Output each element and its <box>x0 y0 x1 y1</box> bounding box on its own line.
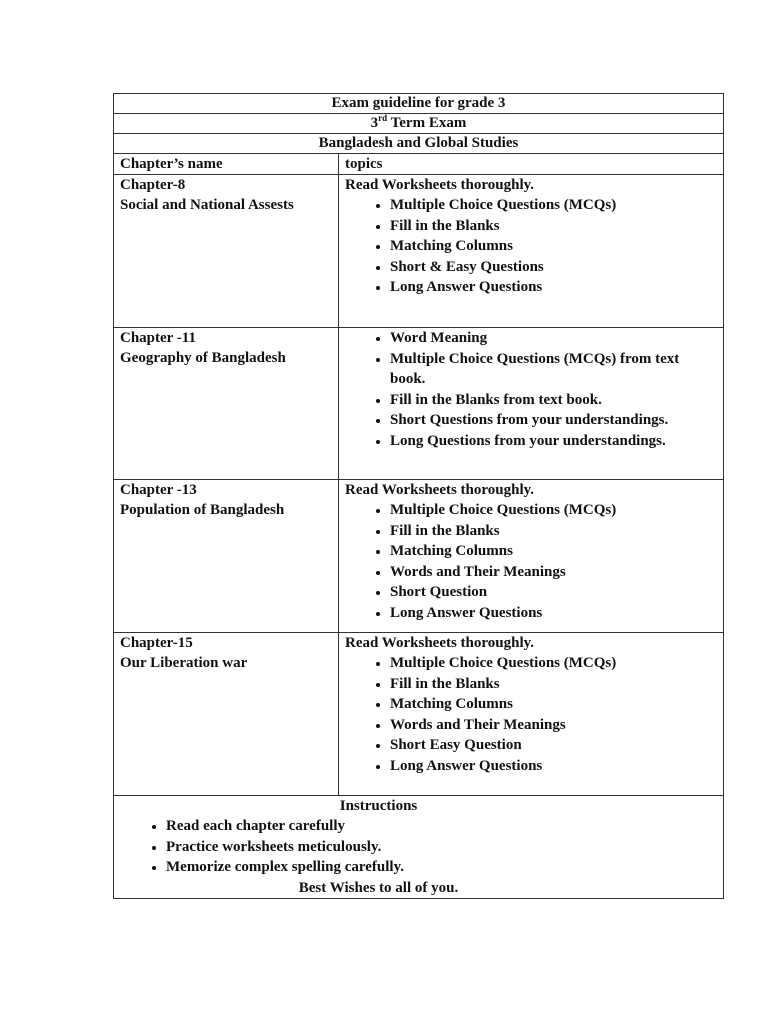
closing-wishes: Best Wishes to all of you. <box>298 879 459 896</box>
topic-item: • Word Meaning <box>390 328 717 349</box>
topic-item: • Words and Their Meanings <box>390 715 717 736</box>
term-ordinal-suffix: rd <box>378 113 388 123</box>
topics-cell <box>339 480 724 633</box>
topics-list <box>345 328 717 451</box>
title-row <box>114 94 724 114</box>
topics-list <box>345 500 717 623</box>
topic-item: • Multiple Choice Questions (MCQs) <box>390 653 717 674</box>
chapter-title: Social and National Assests <box>120 197 294 213</box>
instruction-item: • Read each chapter carefully <box>166 816 723 837</box>
topic-item: • Short & Easy Questions <box>390 257 717 278</box>
topic-item: • Multiple Choice Questions (MCQs) <box>390 500 717 521</box>
chapter-cell <box>114 175 339 328</box>
chapter-row <box>114 633 724 796</box>
chapter-title: Geography of Bangladesh <box>120 350 286 366</box>
chapter-row <box>114 175 724 328</box>
chapter-number: Chapter -11 <box>120 330 196 346</box>
instructions-cell <box>114 796 724 899</box>
topic-item: • Long Answer Questions <box>390 603 717 624</box>
chapter-title: Population of Bangladesh <box>120 502 285 518</box>
term-row <box>114 114 724 134</box>
exam-guideline-table <box>113 93 724 899</box>
chapter-cell <box>114 633 339 796</box>
topics-cell <box>339 633 724 796</box>
instructions-list <box>114 816 723 878</box>
topic-item: • Short Question <box>390 582 717 603</box>
instruction-item: • Memorize complex spelling carefully. <box>166 857 723 878</box>
chapter-row <box>114 328 724 480</box>
topics-list <box>345 195 717 298</box>
topic-item: • Fill in the Blanks <box>390 216 717 237</box>
topics-intro: Read Worksheets thoroughly. <box>345 635 535 651</box>
term-heading <box>114 114 724 134</box>
chapter-cell <box>114 480 339 633</box>
topic-item: • Multiple Choice Questions (MCQs) from text book. <box>390 349 717 390</box>
topics-column-header: topics <box>339 154 724 175</box>
chapter-number: Chapter -13 <box>120 482 197 498</box>
instruction-item: • Practice worksheets meticulously. <box>166 837 723 858</box>
instructions-row <box>114 796 724 899</box>
topics-intro: Read Worksheets thoroughly. <box>345 177 535 193</box>
chapter-cell <box>114 328 339 480</box>
chapter-title: Our Liberation war <box>120 655 248 671</box>
topic-item: • Matching Columns <box>390 541 717 562</box>
chapter-row <box>114 480 724 633</box>
topics-cell <box>339 175 724 328</box>
term-number: 3 <box>370 115 379 131</box>
chapter-number: Chapter-8 <box>120 177 186 193</box>
chapter-column-header: Chapter’s name <box>114 154 339 175</box>
document-title: Exam guideline for grade 3 <box>114 94 724 114</box>
subject-heading: Bangladesh and Global Studies <box>114 134 724 154</box>
topic-item: • Multiple Choice Questions (MCQs) <box>390 195 717 216</box>
topic-item: • Matching Columns <box>390 694 717 715</box>
topic-item: • Matching Columns <box>390 236 717 257</box>
topic-item: • Short Questions from your understandings. <box>390 410 717 431</box>
chapter-number: Chapter-15 <box>120 635 193 651</box>
topics-cell <box>339 328 724 480</box>
topic-item: • Fill in the Blanks <box>390 521 717 542</box>
topic-item: • Long Answer Questions <box>390 277 717 298</box>
subject-row <box>114 134 724 154</box>
term-label: Term Exam <box>387 115 467 131</box>
topics-list <box>345 653 717 776</box>
topic-item: • Fill in the Blanks from text book. <box>390 390 717 411</box>
topic-item: • Long Questions from your understandings. <box>390 431 717 452</box>
topics-intro: Read Worksheets thoroughly. <box>345 482 535 498</box>
column-header-row <box>114 154 724 175</box>
instructions-title: Instructions <box>339 798 418 814</box>
topic-item: • Fill in the Blanks <box>390 674 717 695</box>
topic-item: • Words and Their Meanings <box>390 562 717 583</box>
topic-item: • Short Easy Question <box>390 735 717 756</box>
topic-item: • Long Answer Questions <box>390 756 717 777</box>
